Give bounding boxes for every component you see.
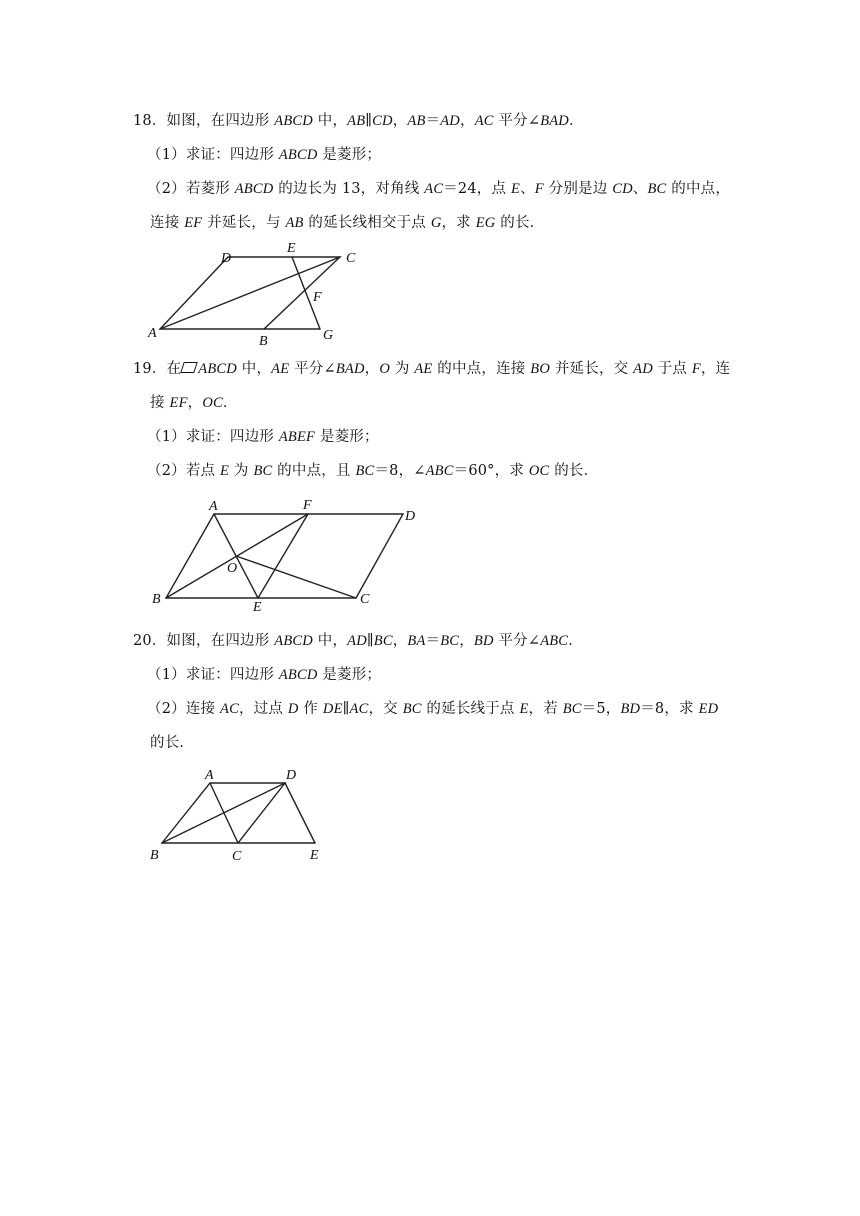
q18-text: ， (459, 113, 475, 129)
q20-diagonal-ac (210, 783, 238, 843)
q20-math: ABCD (274, 633, 313, 649)
q19-text: 为 (390, 361, 415, 377)
q18-text: ． (568, 113, 584, 129)
q18-math: AC (474, 113, 494, 129)
q20-text: ． (568, 633, 583, 649)
q20-label-e: E (310, 848, 319, 863)
q20-text: 作 (298, 701, 323, 717)
q20-label-a: A (205, 768, 214, 783)
q19-label-c: C (360, 592, 370, 607)
q18-label-c: C (346, 251, 356, 266)
q19-text: 的中点，且 (272, 463, 356, 479)
q20-math: BC (440, 633, 460, 649)
q19-math: ABC (425, 463, 454, 479)
q19-math: F (691, 361, 701, 377)
q18-math: AC (424, 181, 444, 197)
q18-math: EF (184, 215, 203, 231)
q20-math: E (519, 701, 529, 717)
q19-text: ， (364, 361, 380, 377)
q20-math: ED (698, 701, 719, 717)
q19-text: ， (187, 395, 203, 411)
q19-math: BAD (335, 361, 365, 377)
q19-text: 的长． (549, 463, 599, 479)
q20-math: BD (620, 701, 641, 717)
q18-math: F (534, 181, 544, 197)
q20-label-c: C (232, 849, 242, 864)
q20-math: ABCD (278, 667, 318, 683)
q18-math: AB (285, 215, 304, 231)
q18-label-g: G (323, 328, 334, 343)
q18-text: 连接 (150, 215, 185, 231)
q19-math: AD (633, 361, 653, 377)
q18-text: （2）若菱形 (147, 181, 235, 197)
q18-label-f: F (313, 290, 322, 305)
q18-label-d: D (221, 251, 232, 266)
q20-text: 20．如图，在四边形 (133, 633, 275, 649)
q18-text: 的延长线相交于点 (303, 215, 431, 231)
q19-text: 19．在 (133, 361, 182, 377)
q18-text: 的长． (495, 215, 545, 231)
q19-math: E (220, 463, 230, 479)
q20-text: ＝8，求 (640, 701, 699, 717)
q19-math: BC (253, 463, 273, 479)
q19-text: ． (222, 395, 238, 411)
q19-text: ＝8，∠ (374, 463, 426, 479)
q19-math: BC (355, 463, 375, 479)
q20-math: BC (562, 701, 582, 717)
q19-text: （2）若点 (147, 463, 221, 479)
q19-math: EF (169, 395, 188, 411)
q18-math: AD (440, 113, 460, 129)
q18-text: 并延长，与 (202, 215, 286, 231)
q18-text: 的边长为 13，对角线 (273, 181, 425, 197)
q20-text: ＝5， (581, 701, 621, 717)
q20-text: ， (392, 633, 408, 649)
q18-math: E (511, 181, 521, 197)
q18-text: 的中点， (666, 181, 731, 197)
q20-segment-de (285, 783, 315, 843)
q19-text: 于点 (652, 361, 692, 377)
q20-text: ＝ (425, 633, 441, 649)
q18-text: 是菱形； (317, 147, 382, 163)
q18-text: 、 (632, 181, 648, 197)
q20-label-b: B (150, 848, 159, 863)
q19-label-a: A (209, 499, 218, 514)
q20-math: D (287, 701, 299, 717)
q20-text: 的延长线于点 (421, 701, 520, 717)
q18-text: ＝ (425, 113, 441, 129)
q19-label-f: F (303, 498, 312, 513)
q20-math: DE∥AC (322, 701, 369, 717)
q19-label-b: B (152, 592, 161, 607)
q20-text: ，过点 (238, 701, 288, 717)
q19-label-d: D (405, 509, 416, 524)
q19-text: 平分∠ (289, 361, 336, 377)
q20-text: ， (459, 633, 474, 649)
q18-text: 、 (520, 181, 535, 197)
q18-text: 平分∠ (493, 113, 541, 129)
q18-text: 中， (312, 113, 348, 129)
q18-math: G (430, 215, 442, 231)
q19-math: OC (528, 463, 550, 479)
q18-math: EG (475, 215, 496, 231)
q18-text: ， (392, 113, 408, 129)
q18-math: ABCD (278, 147, 318, 163)
q20-text: 平分∠ (493, 633, 541, 649)
q19-text: 为 (229, 463, 254, 479)
q20-text: 中， (312, 633, 348, 649)
q18-math: BC (647, 181, 667, 197)
q19-math: AE (271, 361, 290, 377)
q19-text: 的中点，连接 (432, 361, 531, 377)
q20-text: （2）连接 (147, 701, 221, 717)
q19-math: AE (414, 361, 433, 377)
q20-math: BC (402, 701, 422, 717)
q18-math: AB∥CD (347, 113, 393, 129)
q20-label-d: D (286, 768, 297, 783)
q18-text: （1）求证：四边形 (147, 147, 279, 163)
q19-text: ，连 (700, 361, 731, 377)
q18-label-a: A (148, 326, 157, 341)
q19-text: 接 (150, 395, 170, 411)
q20-math: BA (407, 633, 426, 649)
q18-text: ，求 (441, 215, 476, 231)
q18-text: ＝24，点 (443, 181, 511, 197)
q18-math: AB (407, 113, 426, 129)
q18-label-e: E (287, 241, 296, 256)
q20-text: ，若 (528, 701, 563, 717)
q18-math: ABCD (274, 113, 313, 129)
q18-math: BAD (540, 113, 569, 129)
q20-math: AC (220, 701, 239, 717)
q19-math: ABEF (278, 429, 316, 445)
q19-label-o: O (227, 561, 238, 576)
q20-math: BD (473, 633, 494, 649)
q19-label-e: E (253, 600, 262, 615)
q18-label-b: B (259, 334, 268, 349)
q19-text: 并延长，交 (550, 361, 634, 377)
q20-text: ，交 (368, 701, 403, 717)
q19-math: OC (202, 395, 223, 411)
q20-text: 是菱形； (317, 667, 382, 683)
q18-math: ABCD (234, 181, 274, 197)
q19-text: ＝60°，求 (453, 463, 529, 479)
q19-math: ABCD (198, 361, 237, 377)
q19-text: （1）求证：四边形 (147, 429, 279, 445)
q18-text: 18．如图，在四边形 (133, 113, 275, 129)
q19-text: 是菱形； (315, 429, 379, 445)
q20-math: AD∥BC (347, 633, 393, 649)
q19-text: 中， (236, 361, 272, 377)
q20-text: （1）求证：四边形 (147, 667, 279, 683)
q18-math: CD (612, 181, 633, 197)
q18-text: 分别是边 (543, 181, 613, 197)
q19-math: O (379, 361, 391, 377)
q20-math: ABC (540, 633, 569, 649)
q19-math: BO (530, 361, 551, 377)
q20-text: 的长． (150, 735, 195, 751)
